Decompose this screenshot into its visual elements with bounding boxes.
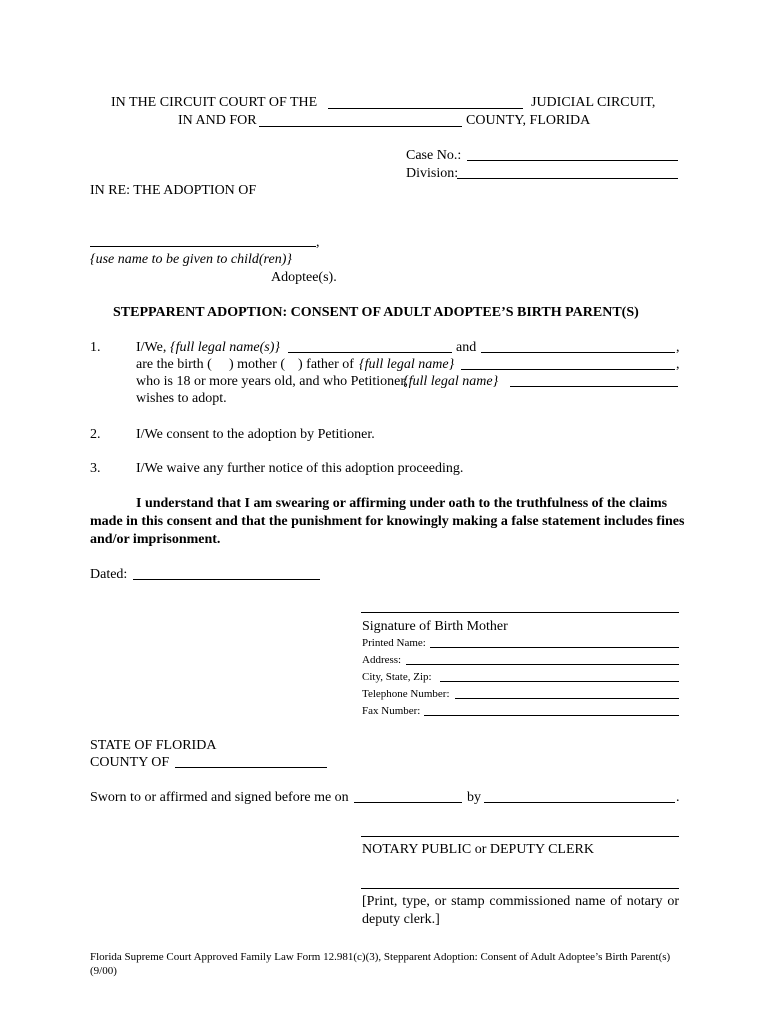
sworn-by-field[interactable]: [484, 802, 675, 803]
footer-form-id: Florida Supreme Court Approved Family Law Form 12.981(c)(3), Stepparent Adoption: Consent of Adult Adoptee’s Birth Parent(s): [90, 951, 671, 963]
case-no-label: Case No.:: [406, 148, 462, 163]
form-title: STEPPARENT ADOPTION: CONSENT OF ADULT ADOPTEE’S BIRTH PARENT(S): [113, 305, 639, 320]
in-re-heading: IN RE: THE ADOPTION OF: [90, 183, 257, 198]
signature-line[interactable]: [361, 612, 679, 613]
adoptee-name-field[interactable]: [461, 369, 675, 370]
address-label: Address:: [362, 654, 402, 666]
printed-name-field[interactable]: [430, 647, 679, 648]
item-2-number: 2.: [90, 427, 101, 442]
notary-signature-line[interactable]: [361, 836, 679, 837]
sworn-by-label: by: [467, 790, 481, 805]
case-no-field[interactable]: [467, 160, 678, 161]
child-name-comma: ,: [316, 235, 320, 250]
circuit-suffix: JUDICIAL CIRCUIT,: [531, 95, 656, 110]
item-1-mother-label: ) mother (: [229, 357, 285, 372]
child-name-hint: {use name to be given to child(ren)}: [90, 252, 292, 267]
fax-field[interactable]: [424, 715, 679, 716]
dated-field[interactable]: [133, 579, 320, 580]
item-1-comma-1: ,: [676, 340, 680, 355]
for-prefix: IN AND FOR: [178, 113, 257, 128]
item-1-adoptee-hint: {full legal name}: [359, 357, 455, 372]
item-1-petitioner-text: who is 18 or more years old, and who Petitioner,: [136, 374, 409, 389]
item-1-wishes: wishes to adopt.: [136, 391, 227, 406]
fax-label: Fax Number:: [362, 705, 421, 717]
notary-print-instruction-2: deputy clerk.]: [362, 912, 440, 927]
child-name-field[interactable]: [90, 246, 316, 247]
item-1-petitioner-hint: {full legal name}: [403, 374, 499, 389]
sworn-text: Sworn to or affirmed and signed before me on: [90, 790, 349, 805]
item-1-father-label: ) father of: [298, 357, 354, 372]
division-label: Division:: [406, 166, 459, 181]
item-1-lead: I/We,: [136, 340, 167, 355]
state-label: STATE OF FLORIDA: [90, 738, 217, 753]
dated-label: Dated:: [90, 567, 128, 582]
item-3-text: I/We waive any further notice of this adoption proceeding.: [136, 461, 464, 476]
item-2-text: I/We consent to the adoption by Petitioner.: [136, 427, 375, 442]
parent-name-field-1[interactable]: [288, 352, 452, 353]
signature-title: Signature of Birth Mother: [362, 619, 508, 634]
court-prefix: IN THE CIRCUIT COURT OF THE: [111, 95, 318, 110]
sworn-period: .: [676, 790, 680, 805]
printed-name-label: Printed Name:: [362, 637, 426, 649]
circuit-number-field[interactable]: [328, 108, 523, 109]
oath-line-3: and/or imprisonment.: [90, 532, 221, 547]
city-state-zip-field[interactable]: [440, 681, 679, 682]
item-1-and: and: [456, 340, 477, 355]
county-suffix: COUNTY, FLORIDA: [466, 113, 591, 128]
division-field[interactable]: [457, 178, 678, 179]
item-1-birth-label: are the birth (: [136, 357, 212, 372]
address-field[interactable]: [406, 664, 679, 665]
notary-title: NOTARY PUBLIC or DEPUTY CLERK: [362, 842, 594, 857]
adoptees-label: Adoptee(s).: [271, 270, 337, 285]
notary-print-instruction-1: [Print, type, or stamp commissioned name of notary or: [362, 894, 679, 909]
county-of-field[interactable]: [175, 767, 327, 768]
telephone-label: Telephone Number:: [362, 688, 450, 700]
item-1-name-hint: {full legal name(s)}: [170, 340, 280, 355]
item-3-number: 3.: [90, 461, 101, 476]
item-1-comma-2: ,: [676, 357, 680, 372]
oath-line-2: made in this consent and that the punishment for knowingly making a false statement includes fines: [90, 514, 685, 529]
telephone-field[interactable]: [455, 698, 679, 699]
oath-line-1: I understand that I am swearing or affirming under oath to the truthfulness of the claims: [136, 496, 668, 511]
parent-name-field-2[interactable]: [481, 352, 675, 353]
notary-print-line[interactable]: [361, 888, 679, 889]
item-1-number: 1.: [90, 340, 101, 355]
footer-date: (9/00): [90, 965, 117, 977]
sworn-date-field[interactable]: [354, 802, 462, 803]
county-name-field[interactable]: [259, 126, 462, 127]
petitioner-name-field[interactable]: [510, 386, 678, 387]
city-state-zip-label: City, State, Zip:: [362, 671, 432, 683]
county-label: COUNTY OF: [90, 755, 170, 770]
